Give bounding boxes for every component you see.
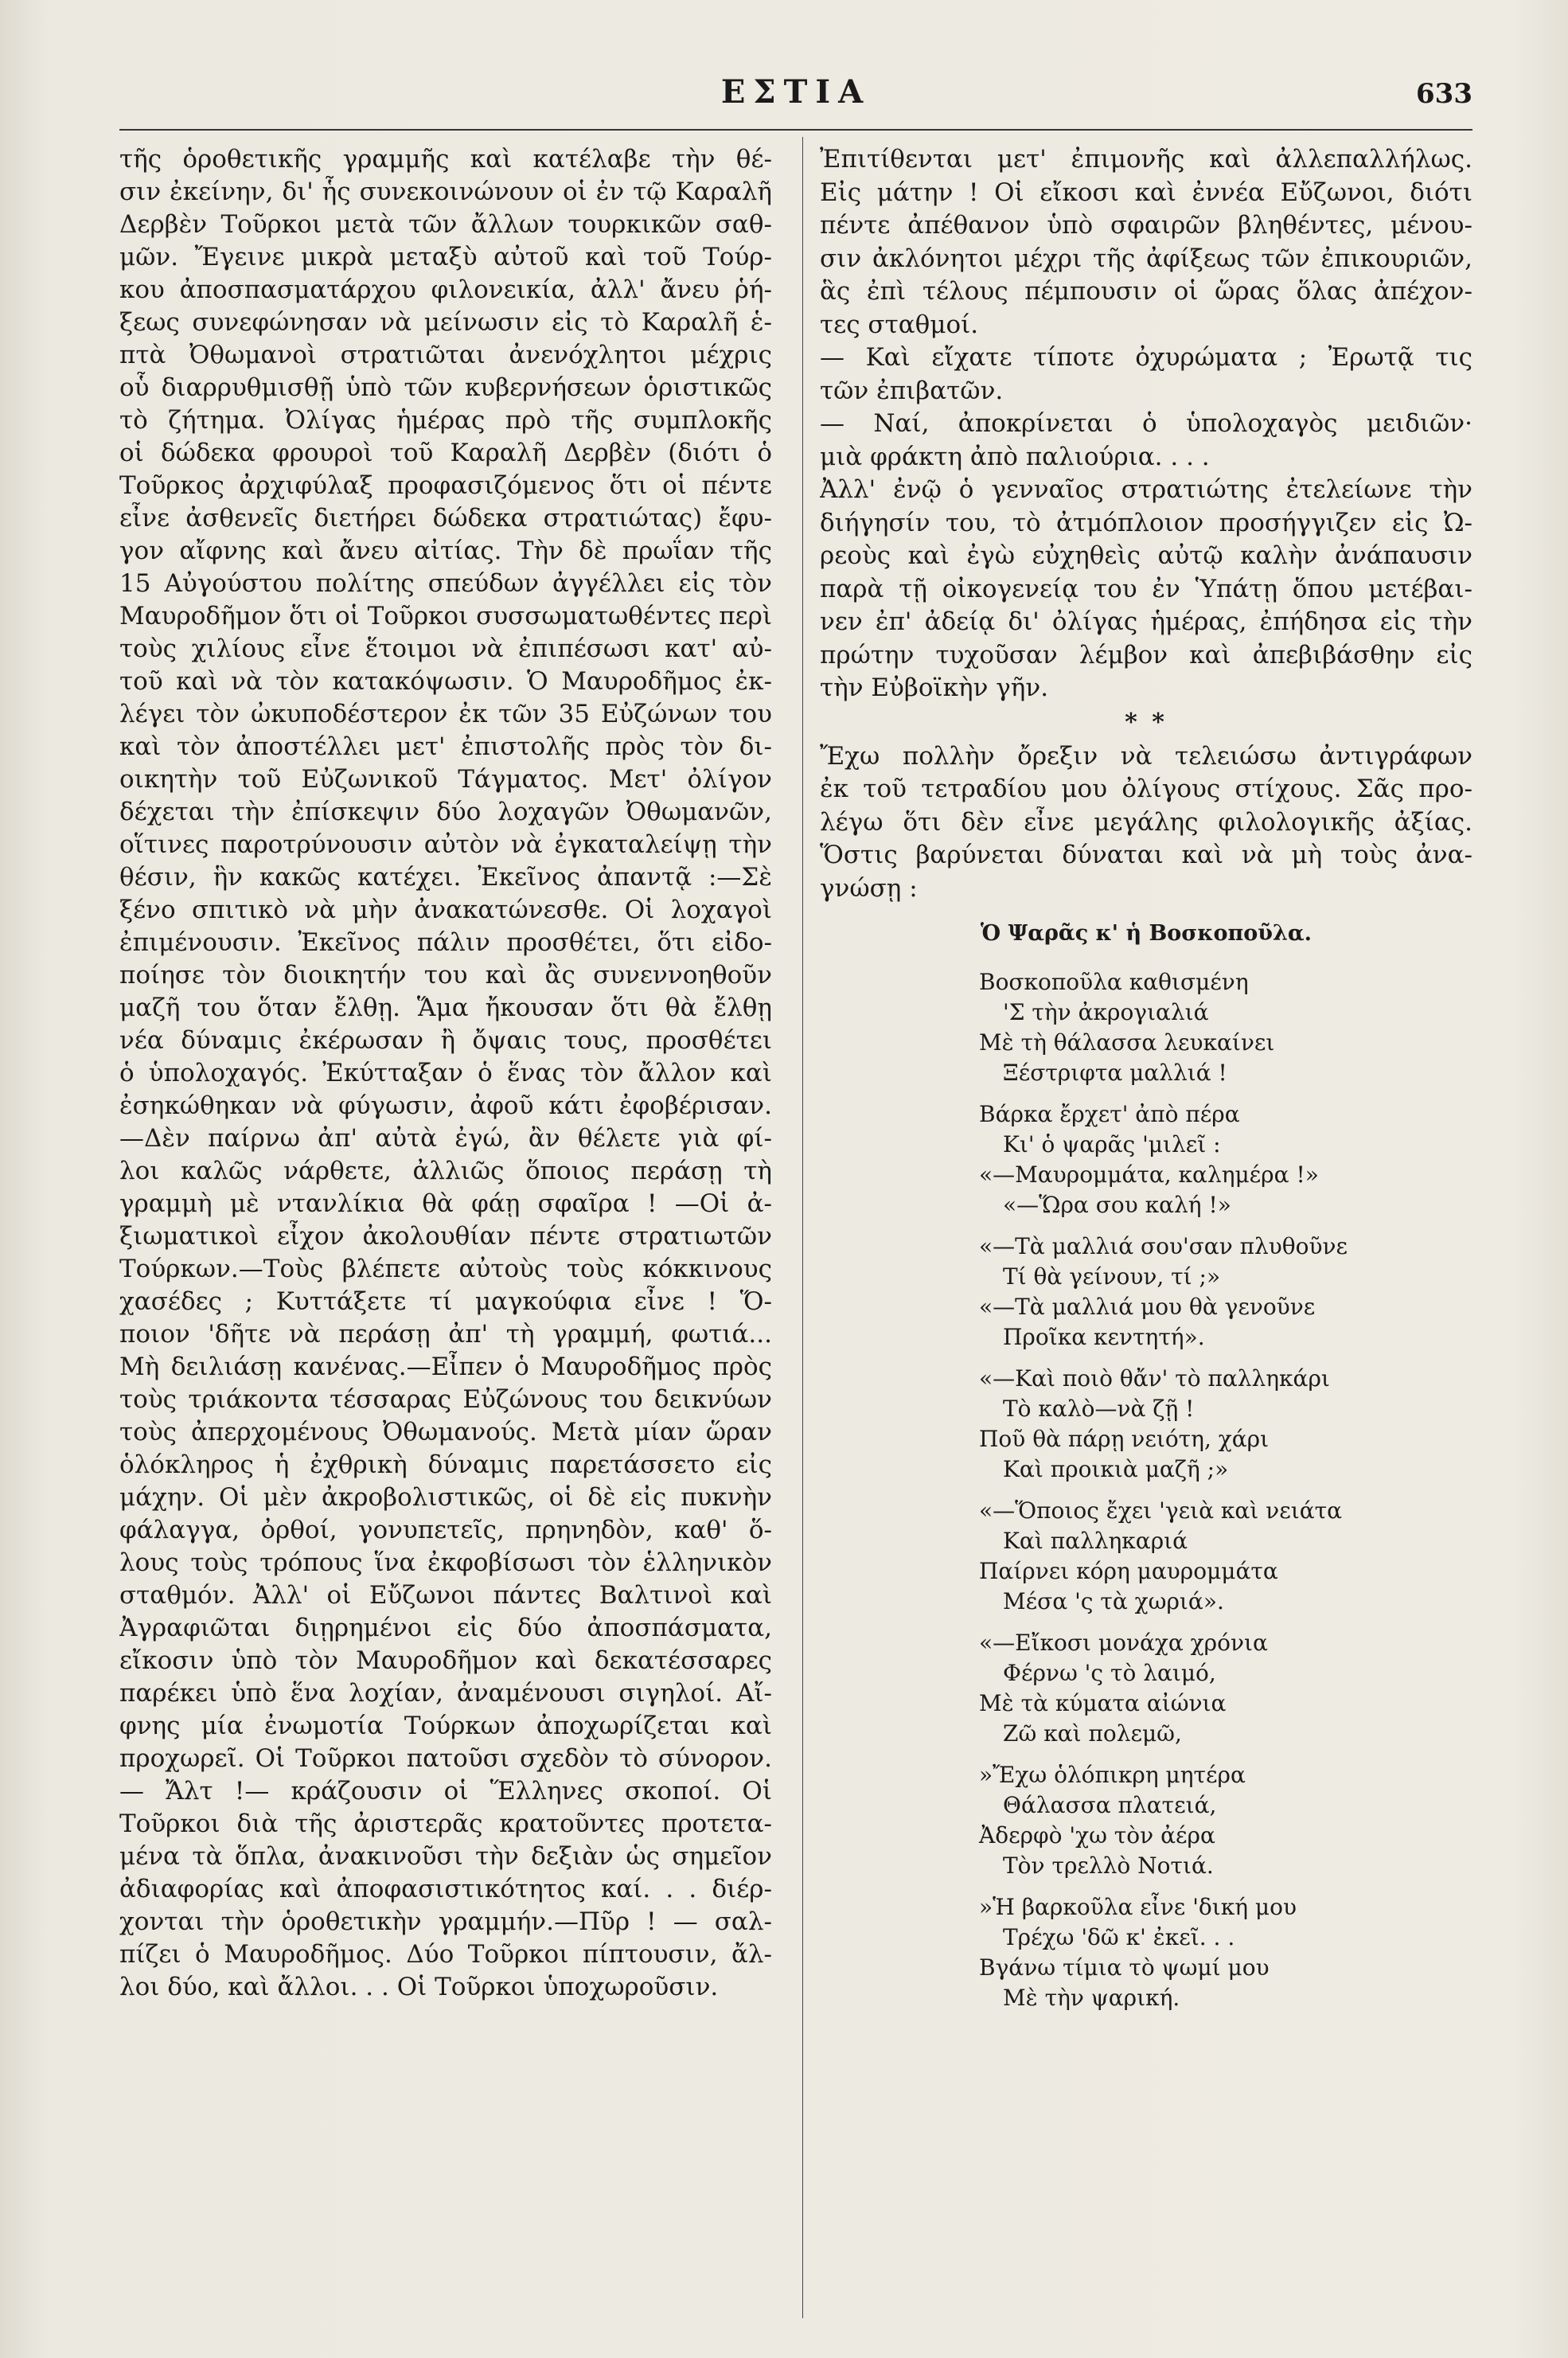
poem-stanza [820, 1628, 1472, 1749]
verse-line: Τὸ καλὸ—νὰ ζῇ ! [1003, 1396, 1195, 1422]
text-line: γραμμὴ μὲ ντανλίκια θὰ φάῃ σφαῖρα ! —Οἱ ἀ- [119, 1189, 772, 1218]
text-line: 15 Αὐγούστου πολίτης σπεύδων ἀγγέλλει εἰς τὸν [119, 569, 772, 598]
header-rule [119, 129, 1472, 131]
verse-line: Φέρνω 'ς τὸ λαιμό, [1003, 1660, 1216, 1686]
text-line: τοὺς ἀπερχομένους Ὀθωμανούς. Μετὰ μίαν ὥραν [119, 1418, 772, 1446]
verse-line: »Ἔχω ὁλόπικρη μητέρα [979, 1762, 1246, 1788]
text-line: θέσιν, ἣν κακῶς κατέχει. Ἐκεῖνος ἀπαντᾷ :—Σὲ [119, 863, 772, 892]
text-line: γνώσῃ : [820, 873, 918, 903]
verse-line: Ζῶ καὶ πολεμῶ, [1003, 1720, 1182, 1747]
text-line: μῶν. Ἔγεινε μικρὰ μεταξὺ αὐτοῦ καὶ τοῦ Τούρ- [119, 243, 772, 271]
poem-stanza [820, 967, 1472, 1088]
text-line: καὶ τὸν ἀποστέλλει μετ' ἐπιστολῆς πρὸς τὸν δι- [119, 732, 772, 761]
text-line: πτὰ Ὀθωμανοὶ στρατιῶται ἀνενόχλητοι μέχρις [119, 341, 772, 369]
page-header [119, 73, 1472, 121]
section-separator-stars: * * [1125, 708, 1168, 736]
text-line: λέγει τὸν ὠκυποδέστερον ἐκ τῶν 35 Εὐζώνων του [119, 700, 772, 728]
text-line: Τούρκων.—Τοὺς βλέπετε αὐτοὺς τοὺς κόκκινους [119, 1255, 772, 1283]
text-line: μαζῆ του ὅταν ἔλθῃ. Ἅμα ἤκουσαν ὅτι θὰ ἔλθῃ [119, 994, 772, 1022]
text-line: νεν ἐπ' ἀδείᾳ δι' ὀλίγας ἡμέρας, ἐπήδησα εἰς τὴν [820, 607, 1472, 636]
text-line: εἴκοσιν ὑπὸ τὸν Μαυροδῆμον καὶ δεκατέσσαρες [119, 1646, 772, 1675]
text-line: νέα δύναμις ἐκέρωσαν ἢ ὄψαις τους, προσθέτει [119, 1026, 772, 1055]
verse-line: 'Σ τὴν ἀκρογιαλιά [1003, 999, 1209, 1025]
paragraph-arrival [820, 474, 1472, 705]
text-line: τῶν ἐπιβατῶν. [820, 376, 1004, 405]
text-line: μάχην. Οἱ μὲν ἀκροβολιστικῶς, οἱ δὲ εἰς πυκνὴν [119, 1483, 772, 1512]
verse-line: Τὸν τρελλὸ Νοτιά. [1003, 1852, 1214, 1879]
verse-line: «—Ὅποιος ἔχει 'γειὰ καὶ νειάτα [979, 1497, 1342, 1524]
paragraph-passenger-question [820, 342, 1472, 408]
text-line: Ἐπιτίθενται μετ' ἐπιμονῆς καὶ ἀλλεπαλλήλως. [820, 145, 1472, 174]
verse-line: «—Μαυρομμάτα, καλημέρα !» [979, 1161, 1319, 1188]
text-line: ξεως συνεφώνησαν νὰ μείνωσιν εἰς τὸ Καραλῆ ἑ- [119, 308, 772, 337]
verse-line: Καὶ προικιὰ μαζῆ ;» [1003, 1456, 1229, 1482]
verse-line: Παίρνει κόρη μαυρομμάτα [979, 1558, 1278, 1584]
text-line: κου ἀποσπασματάρχου φιλονεικία, ἀλλ' ἄνευ ῥή- [119, 275, 772, 304]
text-line: Τοῦρκοι διὰ τῆς ἀριστερᾶς κρατοῦντες προτετα- [119, 1809, 772, 1838]
verse-line: Καὶ παλληκαριά [1003, 1528, 1188, 1554]
text-line: σταθμόν. Ἀλλ' οἱ Εὔζωνοι πάντες Βαλτινοὶ καὶ [119, 1581, 772, 1610]
text-line: παρὰ τῇ οἰκογενείᾳ του ἐν Ὑπάτῃ ὅπου μετέβαι- [820, 574, 1472, 603]
text-line: προχωρεῖ. Οἱ Τοῦρκοι πατοῦσι σχεδὸν τὸ σύνορον. [119, 1744, 772, 1773]
paragraph-officer-answer [820, 408, 1472, 474]
text-line: Ἀγραφιῶται διῃρημένοι εἰς δύο ἀποσπάσματα, [119, 1614, 772, 1642]
text-line: ἐσηκώθηκαν νὰ φύγωσιν, ἀφοῦ κάτι ἐφοβέρισαν. [119, 1091, 772, 1120]
verse-line: »Ἡ βαρκοῦλα εἶνε 'δική μου [979, 1894, 1297, 1920]
verse-line: «—Τὰ μαλλιά σου'σαν πλυθοῦνε [979, 1233, 1348, 1259]
text-line: οἱ δώδεκα φρουροὶ τοῦ Καραλῆ Δερβὲν (διότι ὁ [119, 439, 772, 467]
text-line: οἵτινες παροτρύνουσιν αὐτὸν νὰ ἐγκαταλείψῃ τὴν [119, 830, 772, 859]
poem-stanza [820, 1099, 1472, 1220]
verse-line: Προῖκα κεντητή». [1003, 1324, 1205, 1350]
text-line: Ἀλλ' ἐνῷ ὁ γενναῖος στρατιώτης ἐτελείωνε τὴν [820, 475, 1472, 504]
text-line: λους τοὺς τρόπους ἵνα ἐκφοβίσωσι τὸν ἑλληνικὸν [119, 1548, 772, 1577]
text-line: οικητὴν τοῦ Εὐζωνικοῦ Τάγματος. Μετ' ὀλίγον [119, 765, 772, 794]
verse-line: Βγάνω τίμια τὸ ψωμί μου [979, 1954, 1270, 1981]
text-line: πρώτην τυχοῦσαν λέμβον καὶ ἀπεβιβάσθην εἰς [820, 640, 1472, 670]
text-line: μιὰ φράκτη ἀπὸ παλιούρια. . . . [820, 442, 1210, 471]
verse-line: Μὲ τὴν ψαρική. [1003, 1985, 1180, 2011]
verse-line: Ἀδερφὸ 'χω τὸν ἀέρα [979, 1822, 1215, 1849]
text-line: οὗ διαρρυθμισθῇ ὑπὸ τῶν κυβερνήσεων ὁριστικῶς [119, 373, 772, 402]
text-line: πίζει ὁ Μαυροδῆμος. Δύο Τοῦρκοι πίπτουσιν, ἄλ- [119, 1940, 772, 1969]
text-line: λέγω ὅτι δὲν εἶνε μεγάλης φιλολογικῆς ἀξίας. [820, 807, 1472, 837]
text-line: τοὺς χιλίους εἶνε ἕτοιμοι νὰ ἐπιπέσωσι κατ' αὐ- [119, 634, 772, 663]
paragraph-verses-intro [820, 740, 1472, 906]
journal-title: ΕΣΤΙΑ [720, 73, 872, 111]
text-line: — Ἄλτ !— κράζουσιν οἱ Ἕλληνες σκοποί. Οἱ [119, 1777, 772, 1806]
text-line: τοῦ καὶ νὰ τὸν κατακόψωσιν. Ὁ Μαυροδῆμος ἐκ- [119, 667, 772, 696]
verse-line: Ξέστριφτα μαλλιά ! [1003, 1060, 1227, 1086]
poem-stanza [820, 1364, 1472, 1485]
text-line: διήγησίν του, τὸ ἀτμόπλοιον προσήγγιζεν εἰς Ὠ- [820, 508, 1472, 537]
text-line: ποίησε τὸν διοικητήν του καὶ ἂς συνεννοηθοῦν [119, 961, 772, 990]
text-line: χονται τὴν ὁροθετικὴν γραμμήν.—Πῦρ ! — σαλ- [119, 1907, 772, 1936]
verse-line: «—Εἴκοσι μονάχα χρόνια [979, 1630, 1268, 1656]
text-line: ὁ ὑπολοχαγός. Ἐκύτταξαν ὁ ἕνας τὸν ἄλλον καὶ [119, 1059, 772, 1087]
poem [820, 967, 1472, 2013]
text-line: ρεοὺς καὶ ἐγὼ εὐχηθεὶς αὐτῷ καλὴν ἀνάπαυσιν [820, 541, 1472, 570]
verse-line: Κι' ὁ ψαρᾶς 'μιλεῖ : [1003, 1131, 1221, 1158]
verse-line: «—Ὥρα σου καλή !» [1003, 1192, 1231, 1218]
text-line: σιν ἀκλόνητοι μέχρι τῆς ἀφίξεως τῶν ἐπικουριῶν, [820, 244, 1472, 273]
right-column [820, 143, 1472, 2013]
verse-line: Τί θὰ γείνουν, τί ;» [1003, 1263, 1221, 1290]
poem-title: Ὁ Ψαρᾶς κ' ἡ Βοσκοποῦλα. [980, 921, 1313, 946]
text-line: Μὴ δειλιάσῃ κανένας.—Εἶπεν ὁ Μαυροδῆμος πρὸς [119, 1353, 772, 1381]
text-line: ἐπιμένουσιν. Ἐκεῖνος πάλιν προσθέτει, ὅτι εἰδο- [119, 928, 772, 957]
text-line: ἐκ τοῦ τετραδίου μου ὀλίγους στίχους. Σᾶς προ- [820, 775, 1472, 803]
left-column [119, 143, 772, 2004]
verse-line: Θάλασσα πλατειά, [1003, 1792, 1217, 1818]
text-line: Μαυροδῆμον ὅτι οἱ Τοῦρκοι συσσωματωθέντες περὶ [119, 602, 772, 630]
text-line: μένα τὰ ὅπλα, ἀνακινοῦσι τὴν δεξιὰν ὡς σημεῖον [119, 1842, 772, 1871]
text-line: λοι δύο, καὶ ἄλλοι. . . Οἱ Τοῦρκοι ὑποχωροῦσιν. [119, 1973, 719, 2001]
text-line: πέντε ἀπέθανον ὑπὸ σφαιρῶν βληθέντες, μένου- [820, 211, 1472, 240]
verse-line: Βάρκα ἔρχετ' ἀπὸ πέρα [979, 1101, 1240, 1127]
text-line: χασέδες ; Κυττάξετε τί μαγκούφια εἶνε ! Ὅ- [119, 1287, 772, 1316]
poem-stanza [820, 1760, 1472, 1881]
text-line: δέχεται τὴν ἐπίσκεψιν δύο λοχαγῶν Ὀθωμανῶν, [119, 798, 772, 826]
text-line: φάλαγγα, ὀρθοί, γονυπετεῖς, πρηνηδὸν, καθ' ὅ- [119, 1516, 772, 1544]
poem-stanza [820, 1496, 1472, 1617]
text-line: — Ναί, ἀποκρίνεται ὁ ὑπολοχαγὸς μειδιῶν· [820, 409, 1472, 438]
text-line: Εἰς μάτην ! Οἱ εἴκοσι καὶ ἐννέα Εὔζωνοι, διότι [820, 178, 1472, 207]
paragraph-soldier-story-end [820, 143, 1472, 342]
text-line: τες σταθμοί. [820, 310, 979, 339]
verse-line: Μέσα 'ς τὰ χωριά». [1003, 1588, 1224, 1614]
verse-line: Μὲ τὰ κύματα αἰώνια [979, 1690, 1227, 1716]
text-line: ἃς ἐπὶ τέλους πέμπουσιν οἱ ὥρας ὅλας ἀπέχον- [820, 277, 1472, 306]
poem-stanza [820, 1892, 1472, 2013]
text-line: τὸ ζήτημα. Ὀλίγας ἡμέρας πρὸ τῆς συμπλοκῆς [119, 406, 772, 435]
verse-line: Βοσκοποῦλα καθισμένη [979, 969, 1249, 995]
column-divider [802, 137, 803, 2318]
text-line: — Καὶ εἴχατε τίποτε ὀχυρώματα ; Ἐρωτᾷ τις [820, 343, 1472, 372]
text-line: παρέκει ὑπὸ ἕνα λοχίαν, ἀναμένουσι σιγηλοί. Αἴ- [119, 1679, 772, 1708]
poem-stanza [820, 1232, 1472, 1353]
text-line: Ὅστις βαρύνεται δύναται καὶ νὰ μὴ τοὺς ἀνα- [820, 841, 1472, 869]
text-line: τοὺς τριάκοντα τέσσαρας Εὐζώνους του δεικνύων [119, 1385, 772, 1414]
verse-line: Μὲ τὴ θάλασσα λευκαίνει [979, 1029, 1275, 1056]
text-line: ἀδιαφορίας καὶ ἀποφασιστικότητος καί. . . διέρ- [119, 1875, 772, 1903]
text-line: ποιον 'δῆτε νὰ περάσῃ ἀπ' τὴ γραμμή, φωτιά... [119, 1320, 772, 1349]
text-line: Τοῦρκος ἀρχιφύλαξ προφασιζόμενος ὅτι οἱ πέντε [119, 471, 772, 500]
page-number: 633 [1416, 78, 1472, 110]
text-line: τῆς ὁροθετικῆς γραμμῆς καὶ κατέλαβε τὴν θέ- [119, 145, 772, 174]
text-line: γον αἴφνης καὶ ἄνευ αἰτίας. Τὴν δὲ πρωΐαν τῆς [119, 537, 772, 565]
text-line: λοι καλῶς νάρθετε, ἀλλιῶς ὅποιος περάσῃ τὴ [119, 1157, 772, 1185]
verse-line: Τρέχω 'δῶ κ' ἐκεῖ. . . [1003, 1924, 1235, 1950]
text-line: ξένο σπιτικὸ νὰ μὴν ἀνακατώνεσθε. Οἱ λοχαγοὶ [119, 896, 772, 924]
text-line: —Δὲν παίρνω ἀπ' αὐτὰ ἐγώ, ἂν θέλετε γιὰ φί- [119, 1124, 772, 1153]
text-line: τὴν Εὐβοϊκὴν γῆν. [820, 673, 1049, 702]
verse-line: «—Καὶ ποιὸ θἄν' τὸ παλληκάρι [979, 1365, 1330, 1392]
verse-line: Ποῦ θὰ πάρῃ νειότη, χάρι [979, 1426, 1270, 1452]
text-line: Ἔχω πολλὴν ὄρεξιν νὰ τελειώσω ἀντιγράφων [820, 741, 1472, 771]
text-line: σιν ἐκείνην, δι' ἧς συνεκοινώνουν οἱ ἐν τῷ Καραλῆ [119, 178, 772, 206]
verse-line: «—Τὰ μαλλιά μου θὰ γενοῦνε [979, 1294, 1316, 1320]
text-line: ὁλόκληρος ἡ ἐχθρικὴ δύναμις παρετάσσετο εἰς [119, 1450, 772, 1479]
text-line: ξιωματικοὶ εἶχον ἀκολουθίαν πέντε στρατιωτῶν [119, 1222, 772, 1251]
text-line: φνης μία ἐνωμοτία Τούρκων ἀποχωρίζεται καὶ [119, 1712, 772, 1740]
text-line: εἶνε ἀσθενεῖς διετήρει δώδεκα στρατιώτας) ἔφυ- [119, 504, 772, 533]
text-line: Δερβὲν Τοῦρκοι μετὰ τῶν ἄλλων τουρκικῶν σαθ- [119, 210, 772, 239]
